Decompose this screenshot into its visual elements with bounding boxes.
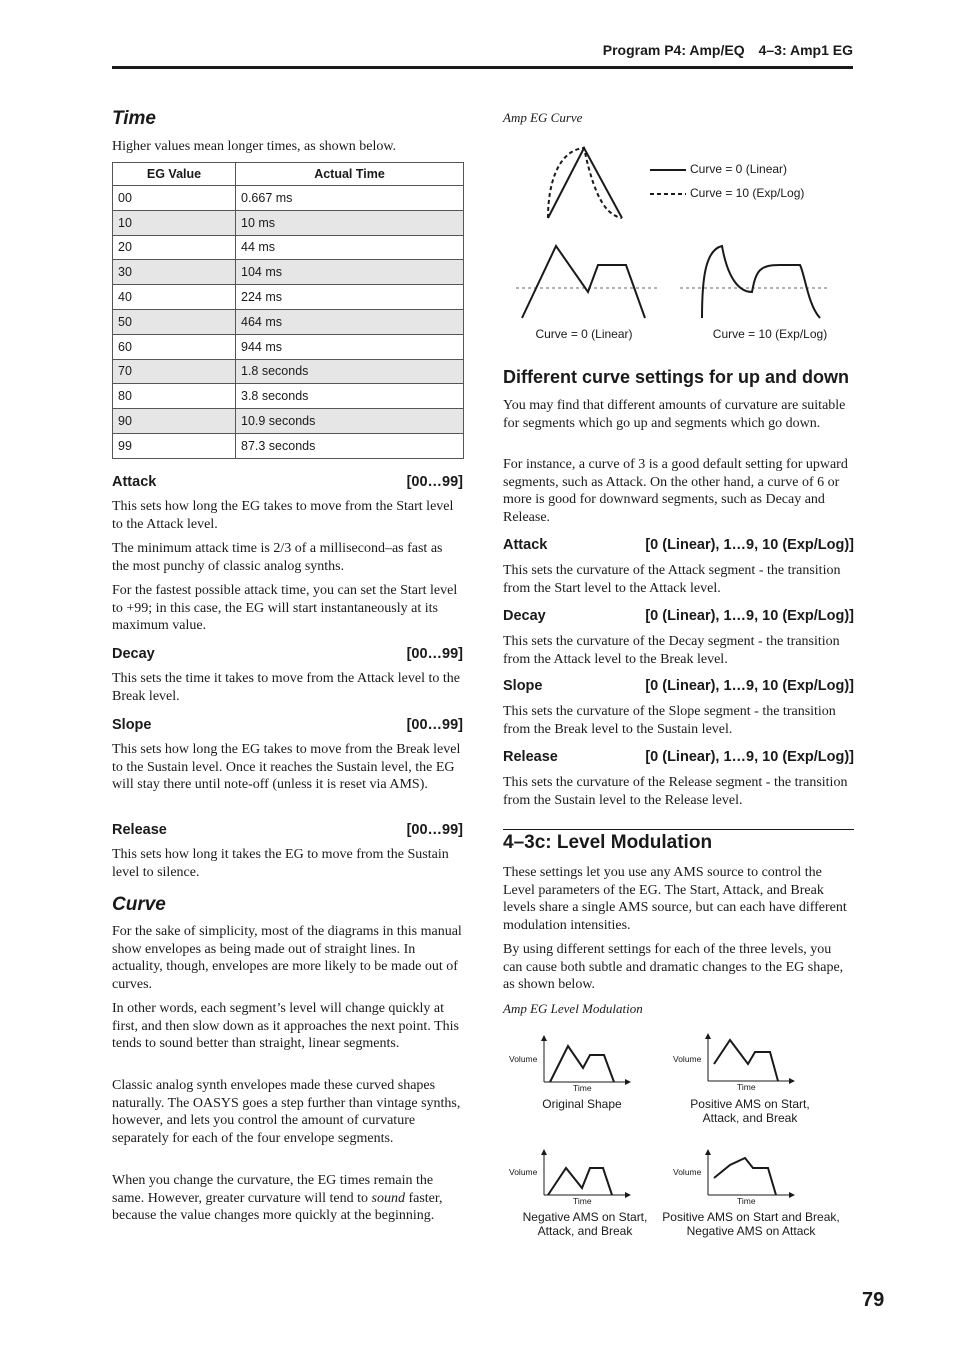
different-curve-desc-1: You may find that different amounts of curvature are suitable for segments which go up and segments which go down. — [503, 398, 846, 431]
eg-value-cell: 40 — [113, 285, 236, 310]
eg-value-cell: 90 — [113, 409, 236, 434]
d2-volume-label: Volume — [673, 1054, 702, 1064]
eg-value-cell: 30 — [113, 260, 236, 285]
col-header-eg-value: EG Value — [113, 163, 236, 186]
eg-value-cell: 20 — [113, 235, 236, 260]
actual-time-cell: 464 ms — [236, 309, 464, 334]
d3-caption — [505, 1210, 665, 1238]
time-heading: Time — [112, 108, 157, 129]
actual-time-cell: 3.8 seconds — [236, 384, 464, 409]
slope-param-range: [00…99] — [406, 717, 463, 733]
d4-caption — [656, 1210, 846, 1238]
curve-desc-4-emphasis: sound — [371, 1190, 405, 1206]
envelope-explog-label: Curve = 10 (Exp/Log) — [712, 327, 828, 341]
curve-desc-1: For the sake of simplicity, most of the diagrams in this manual show envelopes as being made out of straight lines. In actuality, though, envelopes are more likely to be made out of curves. — [112, 924, 462, 992]
curve-attack-desc: This sets the curvature of the Attack segment - the transition from the Start level to the Attack level. — [503, 563, 841, 596]
d3-volume-label: Volume — [509, 1167, 538, 1177]
release-desc: This sets how long it takes the EG to move from the Sustain level to silence. — [112, 847, 449, 880]
curve-slope-desc: This sets the curvature of the Slope segment - the transition from the Break level to the Sustain level. — [503, 704, 836, 737]
curve-desc-4-b: faster, because the value changes more quickly at the beginning. — [112, 1190, 443, 1224]
eg-value-cell: 00 — [113, 186, 236, 211]
release-param-range: [00…99] — [406, 822, 463, 838]
d2-time-label: Time — [737, 1082, 756, 1092]
actual-time-cell: 104 ms — [236, 260, 464, 285]
diagram-mixed-ams — [708, 1152, 792, 1195]
actual-time-cell: 10 ms — [236, 210, 464, 235]
diagram-positive-ams — [708, 1036, 792, 1081]
level-mod-caption: Amp EG Level Modulation — [503, 1001, 643, 1016]
curve-heading: Curve — [112, 894, 166, 915]
curve-release-desc: This sets the curvature of the Release segment - the transition from the Sustain level to the Release level. — [503, 775, 848, 808]
actual-time-cell: 944 ms — [236, 334, 464, 359]
d1-caption-line1: Original Shape — [542, 1097, 622, 1111]
release-param-name: Release — [112, 822, 167, 838]
level-mod-desc-2: By using different settings for each of the three levels, you can cause both subtle and dramatic changes to the EG shape, as shown below. — [503, 942, 844, 993]
envelope-linear-label: Curve = 0 (Linear) — [535, 327, 633, 341]
d4-caption-line2: Negative AMS on Attack — [686, 1224, 816, 1238]
slope-param-name: Slope — [112, 717, 152, 733]
d3-caption-line2: Attack, and Break — [537, 1224, 633, 1238]
attack-desc-3: For the fastest possible attack time, you can set the Start level to +99; in this case, the EG will start instantaneously at its maximum value. — [112, 583, 458, 634]
curve-decay-desc: This sets the curvature of the Decay segment - the transition from the Attack level to the Break level. — [503, 634, 840, 667]
d1-caption — [512, 1097, 652, 1111]
actual-time-cell: 87.3 seconds — [236, 433, 464, 458]
curve-desc-2: In other words, each segment’s level will change quickly at first, and then slow down as it approaches the next point. This tends to sound better than straight, linear segments. — [112, 1001, 459, 1052]
attack-desc-1: This sets how long the EG takes to move from the Start level to the Attack level. — [112, 499, 454, 532]
actual-time-cell: 0.667 ms — [236, 186, 464, 211]
actual-time-cell: 1.8 seconds — [236, 359, 464, 384]
eg-value-cell: 50 — [113, 309, 236, 334]
diagram-original-shape — [544, 1038, 628, 1082]
eg-value-cell: 70 — [113, 359, 236, 384]
level-mod-heading: 4–3c: Level Modulation — [503, 832, 713, 853]
curve-attack-name: Attack — [503, 537, 548, 553]
d2-caption-line2: Attack, and Break — [702, 1111, 798, 1125]
d1-volume-label: Volume — [509, 1054, 538, 1064]
attack-param-range: [00…99] — [406, 474, 463, 490]
diagram-negative-ams — [544, 1152, 628, 1195]
actual-time-cell: 44 ms — [236, 235, 464, 260]
page-number: 79 — [862, 1289, 885, 1311]
curve-decay-name: Decay — [503, 608, 546, 624]
eg-value-cell: 60 — [113, 334, 236, 359]
attack-desc-2: The minimum attack time is 2/3 of a millisecond–as fast as the most punchy of classic analog synths. — [112, 541, 443, 574]
legend-explog-label: Curve = 10 (Exp/Log) — [690, 186, 805, 200]
time-intro: Higher values mean longer times, as shown below. — [112, 139, 397, 154]
level-mod-desc-1: These settings let you use any AMS source to control the Level parameters of the EG. The Start, Attack, and Break levels share a single AMS source, but can each have different modulation intensities. — [503, 865, 847, 933]
curve-slope-range: [0 (Linear), 1…9, 10 (Exp/Log)] — [645, 678, 854, 694]
decay-param-name: Decay — [112, 646, 155, 662]
curve-attack-range: [0 (Linear), 1…9, 10 (Exp/Log)] — [645, 537, 854, 553]
actual-time-cell: 10.9 seconds — [236, 409, 464, 434]
amp-eg-curve-caption: Amp EG Curve — [503, 110, 583, 125]
d4-volume-label: Volume — [673, 1167, 702, 1177]
curve-desc-4-a: When you change the curvature, the EG times remain the same. However, greater curvature will tend to — [112, 1173, 434, 1206]
decay-param-range: [00…99] — [406, 646, 463, 662]
decay-desc: This sets the time it takes to move from the Attack level to the Break level. — [112, 671, 460, 704]
curve-desc-3: Classic analog synth envelopes made these curved shapes naturally. The OASYS goes a step further than vintage synths, however, and lets you control the amount of curvature separately for each of the four envelope segments. — [112, 1078, 461, 1146]
different-curve-heading: Different curve settings for up and down — [503, 367, 850, 387]
curve-release-range: [0 (Linear), 1…9, 10 (Exp/Log)] — [645, 749, 854, 765]
different-curve-desc-2: For instance, a curve of 3 is a good default setting for upward segments, such as Attack. On the other hand, a curve of 6 or more is good for downward segments, such as Decay and Release. — [503, 457, 848, 525]
curve-decay-range: [0 (Linear), 1…9, 10 (Exp/Log)] — [645, 608, 854, 624]
slope-desc: This sets how long the EG takes to move from the Break level to the Sustain level. Once it reaches the Sustain level, the EG will stay there until note-off (unless it is reset via AMS). — [112, 742, 461, 793]
legend-linear-label: Curve = 0 (Linear) — [690, 162, 788, 176]
d4-caption-line1: Positive AMS on Start and Break, — [662, 1210, 840, 1224]
d3-time-label: Time — [573, 1196, 592, 1206]
d2-caption — [670, 1097, 830, 1125]
actual-time-cell: 224 ms — [236, 285, 464, 310]
eg-value-cell: 80 — [113, 384, 236, 409]
d1-time-label: Time — [573, 1083, 592, 1093]
d3-caption-line1: Negative AMS on Start, — [522, 1210, 648, 1224]
d4-time-label: Time — [737, 1196, 756, 1206]
header-subsection: 4–3: Amp1 EG — [758, 42, 853, 58]
col-header-actual-time: Actual Time — [236, 163, 464, 186]
curve-slope-name: Slope — [503, 678, 543, 694]
d2-caption-line1: Positive AMS on Start, — [690, 1097, 810, 1111]
attack-param-name: Attack — [112, 474, 157, 490]
eg-value-cell: 10 — [113, 210, 236, 235]
header-section: Program P4: Amp/EQ — [602, 42, 745, 58]
curve-release-name: Release — [503, 749, 558, 765]
eg-value-cell: 99 — [113, 433, 236, 458]
